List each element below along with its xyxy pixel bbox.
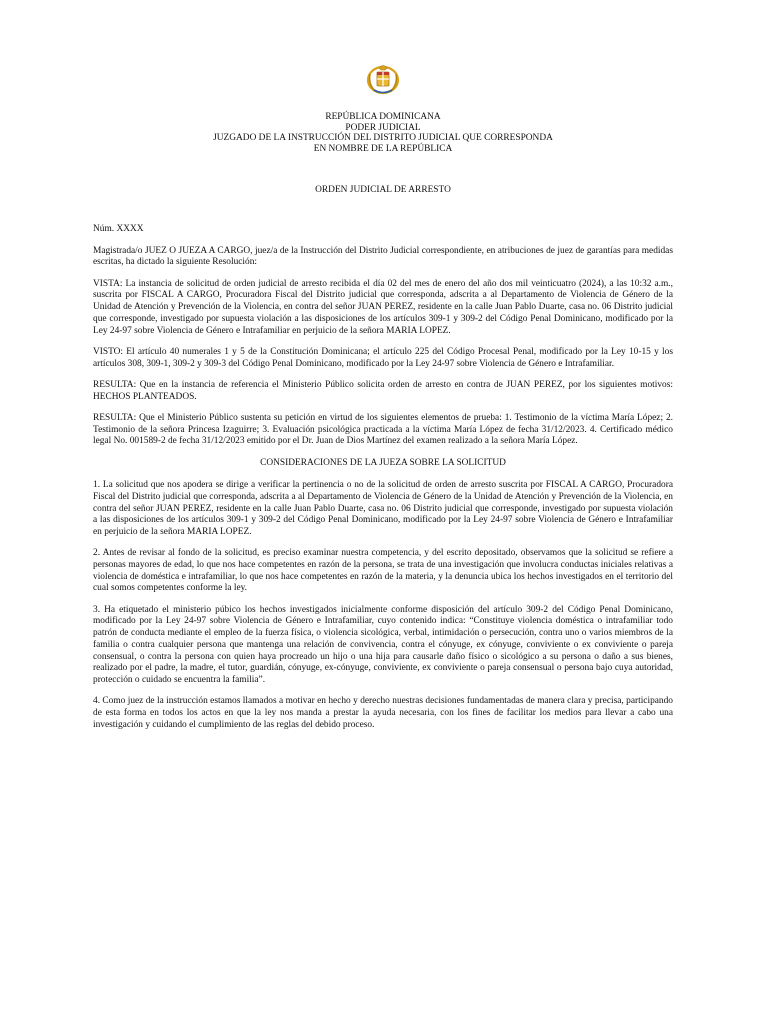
header-court: JUZGADO DE LA INSTRUCCIÓN DEL DISTRITO JUDICIAL QUE CORRESPONDA xyxy=(213,133,553,144)
document-title: ORDEN JUDICIAL DE ARRESTO xyxy=(315,185,451,195)
document-body xyxy=(93,224,673,741)
consideracion-2: 2. Antes de revisar al fondo de la solicitud, es preciso examinar nuestra competencia, y del escrito depositado, observamos que la solicitud se refiere a personas mayores de edad, lo que nos hace competentes en razón de la persona, se trata de una investigación que involucra conductas iniciales relativas a violencia de doméstica e intrafamiliar, lo que nos hace competentes en razón de la materia, y la denuncia ubica los hechos investigados en el territorio del cual somos competentes conforme la ley. xyxy=(93,548,673,594)
intro-paragraph: Magistrada/o JUEZ O JUEZA A CARGO, juez/a de la Instrucción del Distrito Judicial correspondiente, en atribuciones de juez de garantías para medidas escritas, ha dictado la siguiente Resolución: xyxy=(93,245,673,268)
header-in-name-of: EN NOMBRE DE LA REPÚBLICA xyxy=(313,143,453,154)
consideracion-1: 1. La solicitud que nos apodera se dirige a verificar la pertinencia o no de la solicitud de orden de arresto suscrita por FISCAL A CARGO, Procuradora Fiscal del Distrito judicial que corresponda, adscrita a al Departamento de Violencia de Género de la Unidad de Atención y Prevención de la Violencia, en contra del señor JUAN PEREZ, residente en la calle Juan Pablo Duarte, casa no. 06 Distrito judicial que corresponde, investigado por supuesta violación a las disposiciones de los artículos 309-1 y 309-2 del Código Penal Dominicano, modificado por la Ley 24-97 sobre Violencia de Género e Intrafamiliar en perjuicio de la señora MARIA LOPEZ. xyxy=(93,480,673,538)
document-header xyxy=(93,112,673,154)
visto-paragraph: VISTO: El artículo 40 numerales 1 y 5 de la Constitución Dominicana; el artículo 225 del Código Procesal Penal, modificado por la Ley 10-15 y los artículos 308, 309-1, 309-2 y 309-3 del Código Penal Dominicano, modificado por la Ley 24-97 sobre Violencia de Género e Intrafamiliar. xyxy=(93,346,673,369)
consideracion-3: 3. Ha etiquetado el ministerio púbico los hechos investigados inicialmente conforme disposición del artículo 309-2 del Código Penal Dominicano, modificado por la Ley 24-97 sobre Violencia de Género e Intrafamiliar, cuyo contenido indica: “Constituye violencia doméstica o intrafamiliar todo patrón de conducta mediante el empleo de la fuerza física, o violencia sicológica, verbal, intimidación o persecución, contra uno o varios miembros de la familia o contra cualquier persona que mantenga una relación de convivencia, contra el cónyuge, ex cónyuge, conviviente o ex conviviente o pareja consensual, o contra la persona con quien haya procreado un hijo o una hija para causarle daño físico o sicológico a su persona o daño a sus bienes, realizado por el padre, la madre, el tutor, guardián, cónyuge, ex-cónyuge, conviviente, ex conviviente o pareja consensual o persona bajo cuya autoridad, protección o cuidado se encuentra la familia”. xyxy=(93,604,673,685)
resulta-paragraph-2: RESULTA: Que el Ministerio Público sustenta su petición en virtud de los siguientes elementos de prueba: 1. Testimonio de la víctima María López; 2. Testimonio de la señora Princesa Izaguirre; 3. Evaluación psicológica practicada a la víctima María López de fecha 31/12/2023. 4. Certificado médico legal No. 001589-2 de fecha 31/12/2023 emitido por el Dr. Juan de Dios Martínez del examen realizado a la señora María López. xyxy=(93,412,673,447)
document-page xyxy=(93,0,673,1024)
section-heading: CONSIDERACIONES DE LA JUEZA SOBRE LA SOLICITUD xyxy=(260,457,506,468)
vista-paragraph: VISTA: La instancia de solicitud de orden judicial de arresto recibida el día 02 del mes de enero del año dos mil veinticuatro (2024), a las 10:32 a.m., suscrita por FISCAL A CARGO, Procuradora Fiscal del Distrito judicial que corresponda, adscrita a al Departamento de Violencia de Género de la Unidad de Atención y Prevención de la Violencia, en contra del señor JUAN PEREZ, residente en la calle Juan Pablo Duarte, casa no. 06 Distrito judicial que corresponde, investigado por supuesta violación a las disposiciones de los artículos 309-1 y 309-2 del Código Penal Dominicano, modificado por la Ley 24-97 sobre Violencia de Género e Intrafamiliar en perjuicio de la señora MARIA LOPEZ. xyxy=(93,278,673,336)
consideracion-4: 4. Como juez de la instrucción estamos llamados a motivar en hecho y derecho nuestras decisiones fundamentadas de manera clara y precisa, participando de esta forma en todos los actos en que la ley nos manda a prestar la ayuda necesaria, con los fines de facilitar los medios para llevar a cabo una investigación y cuidando el cumplimiento de las reglas del debido proceso. xyxy=(93,696,673,730)
header-branch: PODER JUDICIAL xyxy=(345,122,421,133)
header-country: REPÚBLICA DOMINICANA xyxy=(325,112,441,122)
document-number: Núm. XXXX xyxy=(93,224,144,234)
coat-of-arms-icon xyxy=(366,60,400,96)
resulta-paragraph-1: RESULTA: Que en la instancia de referencia el Ministerio Público solicita orden de arresto en contra de JUAN PEREZ, por los siguientes motivos: HECHOS PLANTEADOS. xyxy=(93,379,673,402)
